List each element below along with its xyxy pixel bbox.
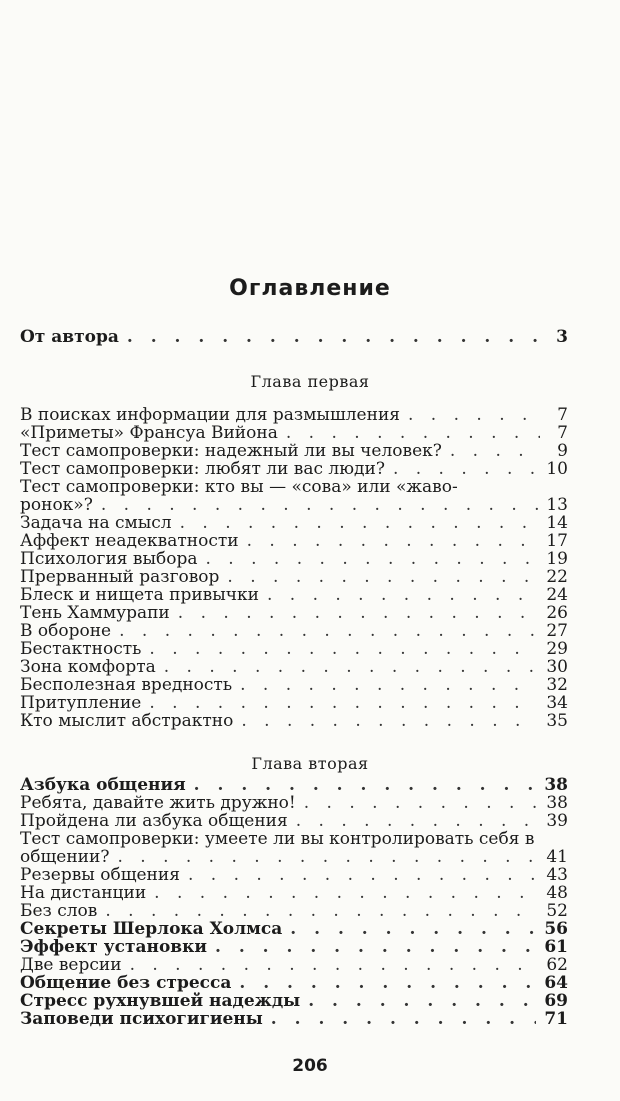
entry-label: ронок»? <box>20 495 93 515</box>
entry-page: 19 <box>546 549 568 569</box>
entry-page: 9 <box>557 441 568 461</box>
entry-label: Зона комфорта <box>20 657 156 677</box>
leader-dots <box>408 406 540 425</box>
entry-page: 27 <box>546 621 568 641</box>
leader-dots <box>308 992 536 1011</box>
leader-dots <box>450 442 540 461</box>
entry-label: От автора <box>20 327 119 347</box>
entry-page: 32 <box>546 675 568 695</box>
page-number: 206 <box>292 1056 328 1076</box>
leader-dots <box>240 676 538 695</box>
entry-page: 29 <box>546 639 568 659</box>
entry-label: Прерванный разговор <box>20 567 220 587</box>
entry-page: 38 <box>544 775 568 795</box>
entry-label: Эффект установки <box>20 937 207 957</box>
leader-dots <box>178 604 539 623</box>
entry-label: Пройдена ли азбука общения <box>20 811 288 831</box>
entry-page: 22 <box>546 567 568 587</box>
entry-label: В поисках информации для размышления <box>20 405 400 425</box>
entry-label: Блеск и нищета привычки <box>20 585 259 605</box>
entry-page: 14 <box>546 513 568 533</box>
entry-label: общении? <box>20 847 110 867</box>
toc-entry <box>20 884 568 903</box>
page-title: Оглавление <box>229 276 391 301</box>
entry-page: 34 <box>546 693 568 713</box>
leader-dots <box>215 938 536 957</box>
leader-dots <box>149 640 538 659</box>
entry-page: 41 <box>546 847 568 867</box>
entry-label: Аффект неадекватности <box>20 531 239 551</box>
leader-dots <box>154 884 538 903</box>
entry-page: 24 <box>546 585 568 605</box>
leader-dots <box>117 848 538 867</box>
leader-dots <box>247 532 539 551</box>
entry-page: 52 <box>546 901 568 921</box>
entry-label: Тень Хаммурапи <box>20 603 170 623</box>
entry-label: Задача на смысл <box>20 513 172 533</box>
leader-dots <box>188 866 538 885</box>
entry-label: Без слов <box>20 901 98 921</box>
leader-dots <box>241 712 538 731</box>
leader-dots <box>206 550 539 569</box>
entry-page: 48 <box>546 883 568 903</box>
entry-label: Тест самопроверки: надежный ли вы человек? <box>20 441 442 461</box>
entry-label: Стресс рухнувшей надежды <box>20 991 301 1011</box>
entry-page: 62 <box>546 955 568 975</box>
entry-label: Общение без стресса <box>20 973 232 993</box>
entry-label: Психология выбора <box>20 549 198 569</box>
entry-page: 39 <box>546 811 568 831</box>
leader-dots <box>227 568 538 587</box>
entry-label: Бестактность <box>20 639 142 659</box>
entry-page: 71 <box>544 1009 568 1029</box>
chapter-heading-2: Глава вторая <box>251 754 369 773</box>
entry-label: Секреты Шерлока Холмса <box>20 919 283 939</box>
entry-label: На дистанции <box>20 883 147 903</box>
leader-dots <box>127 328 540 347</box>
entry-label: «Приметы» Франсуа Вийона <box>20 423 278 443</box>
entry-label: Резервы общения <box>20 865 180 885</box>
entry-page: 10 <box>546 459 568 479</box>
toc-entry <box>20 478 568 497</box>
entry-page: 38 <box>546 793 568 813</box>
entry-label: Бесполезная вредность <box>20 675 233 695</box>
entry-page: 7 <box>557 423 568 443</box>
entry-label: Тест самопроверки: кто вы — «сова» или «жаво- <box>20 477 458 497</box>
leader-dots <box>290 920 536 939</box>
entry-page: 26 <box>546 603 568 623</box>
entry-label: Тест самопроверки: умеете ли вы контролировать себя в <box>20 829 535 849</box>
entry-label: В обороне <box>20 621 112 641</box>
entry-label: Притупление <box>20 693 142 713</box>
entry-page: 30 <box>546 657 568 677</box>
entry-page: 64 <box>544 973 568 993</box>
entry-page: 69 <box>544 991 568 1011</box>
chapter-heading-1: Глава первая <box>250 372 370 391</box>
entry-label: Тест самопроверки: любят ли вас люди? <box>20 459 385 479</box>
entry-page: 13 <box>546 495 568 515</box>
entry-page: 61 <box>544 937 568 957</box>
toc-entry <box>20 1010 568 1029</box>
entry-page: 7 <box>557 405 568 425</box>
leader-dots <box>304 794 539 813</box>
entry-label: Две версии <box>20 955 122 975</box>
entry-page: 56 <box>544 919 568 939</box>
entry-label: Заповеди психогигиены <box>20 1009 263 1029</box>
entry-page: 3 <box>556 327 568 347</box>
entry-label: Ребята, давайте жить дружно! <box>20 793 296 813</box>
entry-page: 43 <box>546 865 568 885</box>
entry-page: 35 <box>546 711 568 731</box>
leader-dots <box>271 1010 537 1029</box>
entry-label: Азбука общения <box>20 775 186 795</box>
entry-label: Кто мыслит абстрактно <box>20 711 234 731</box>
toc-entry <box>20 712 568 731</box>
toc-entry-author <box>20 328 568 347</box>
entry-page: 17 <box>546 531 568 551</box>
leader-dots <box>267 586 538 605</box>
leader-dots <box>119 622 538 641</box>
